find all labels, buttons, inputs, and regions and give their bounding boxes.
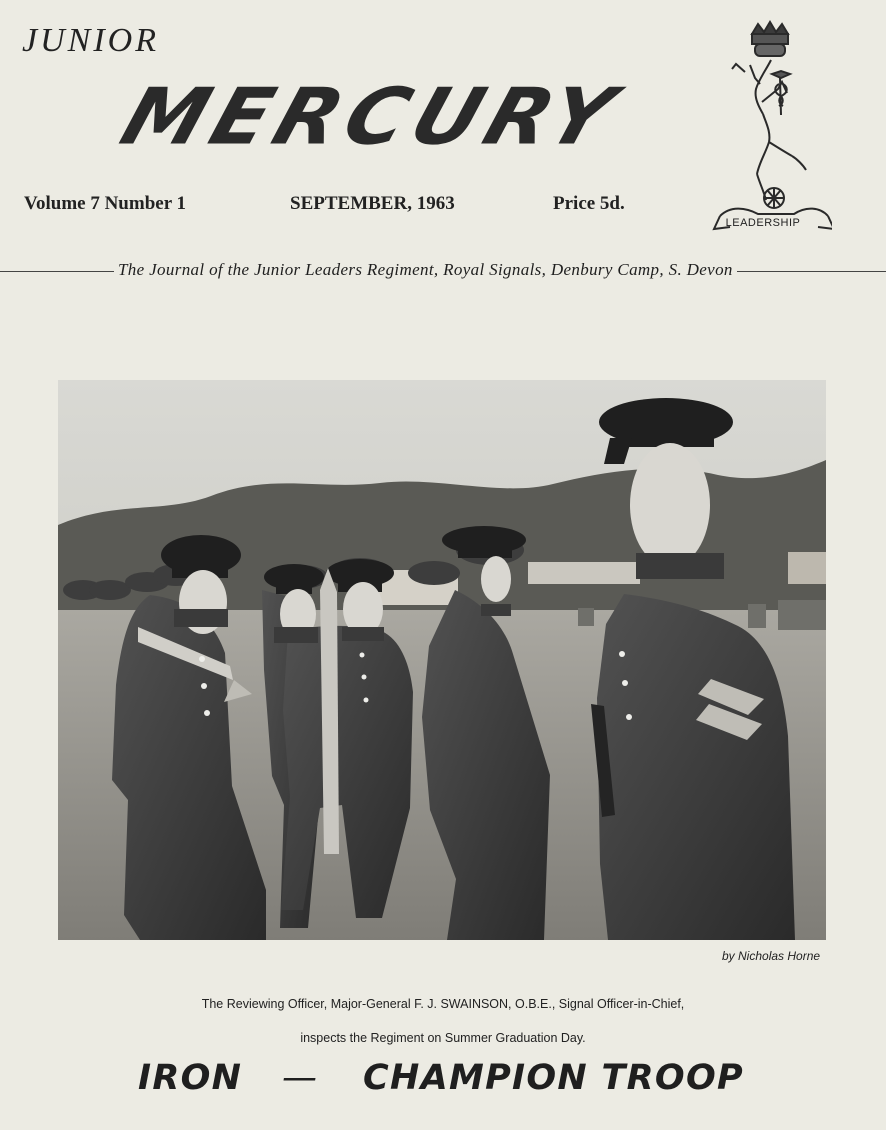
photo-caption-line-2: inspects the Regiment on Summer Graduation Day. [300,1031,586,1045]
emblem-motto: LEADERSHIP [725,217,801,229]
masthead-junior: JUNIOR [22,22,159,59]
issue-volume-number: Volume 7 Number 1 [24,193,187,214]
headline-dash: — [282,1058,319,1098]
photo-credit: by Nicholas Horne [722,949,821,963]
masthead-mercury: MERCURY [110,72,632,163]
headline-right: CHAMPION TROOP [363,1058,744,1098]
issue-date: SEPTEMBER, 1963 [290,193,455,214]
issue-price: Price 5d. [553,193,625,214]
parade-inspection-photo [58,380,826,940]
royal-signals-emblem [702,16,832,246]
mercury-figure-icon [702,16,832,246]
photo-caption-line-1: The Reviewing Officer, Major-General F. J. SWAINSON, O.B.E., Signal Officer-in-Chief, [201,997,685,1011]
journal-subtitle: The Journal of the Junior Leaders Regiment, Royal Signals, Denbury Camp, S. Devon [114,260,737,280]
headline-left: IRON [138,1058,243,1098]
parade-photo-illustration [58,380,826,940]
